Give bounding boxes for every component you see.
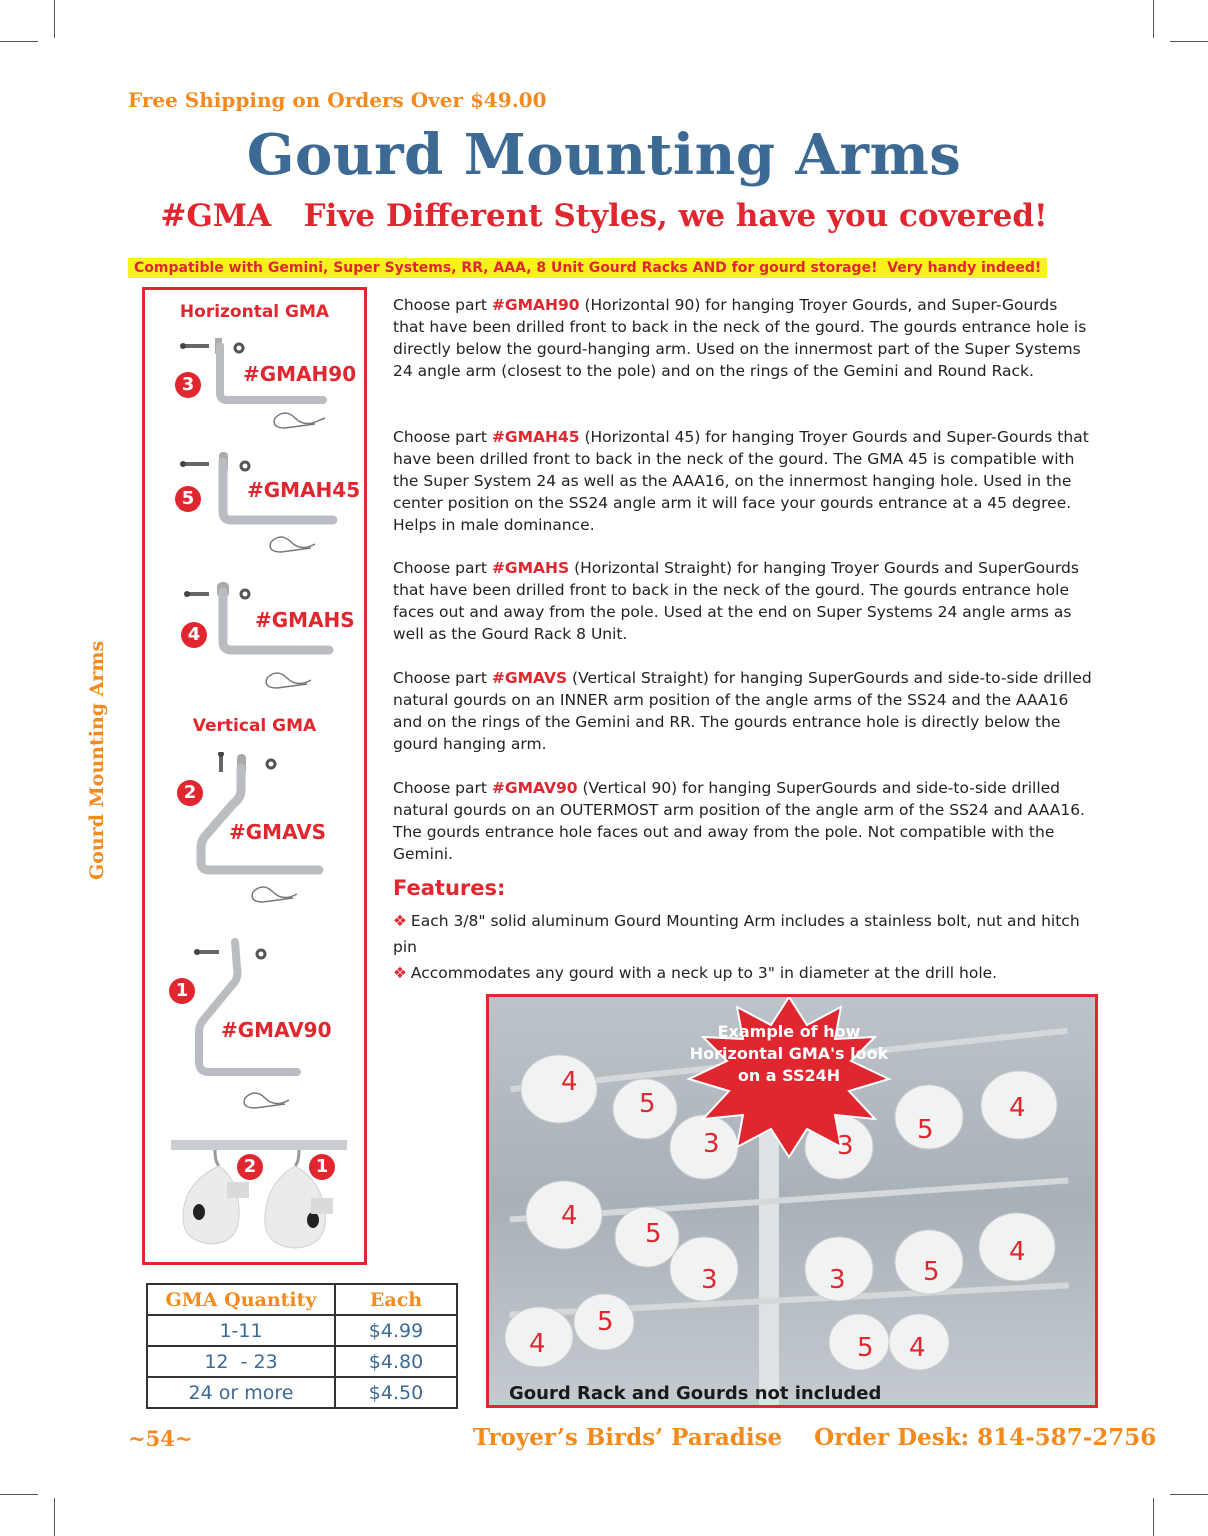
gourd-number: 5 xyxy=(917,1115,934,1145)
gmah90-code: #GMAH90 xyxy=(243,362,357,386)
table-cell: 24 or more xyxy=(147,1377,335,1408)
gourd-number: 4 xyxy=(1009,1093,1026,1123)
crop-mark xyxy=(54,1498,55,1536)
gmav90-code: #GMAV90 xyxy=(221,1018,332,1042)
gmah45-badge: 5 xyxy=(175,486,201,512)
gourd-number: 5 xyxy=(597,1307,614,1337)
gourd-number: 3 xyxy=(703,1129,720,1159)
gourd-number: 3 xyxy=(829,1265,846,1295)
gourd-number: 5 xyxy=(645,1219,662,1249)
table-row xyxy=(147,1315,457,1346)
crop-mark xyxy=(1170,1494,1208,1495)
table-cell: $4.50 xyxy=(335,1377,457,1408)
table-cell: 1-11 xyxy=(147,1315,335,1346)
gourd-number: 5 xyxy=(857,1333,874,1363)
table-cell: $4.80 xyxy=(335,1346,457,1377)
crop-mark xyxy=(0,41,38,42)
example-badge-1: 1 xyxy=(309,1154,335,1180)
code-gmavs: #GMAVS xyxy=(491,669,568,687)
price-table xyxy=(146,1283,458,1409)
table-header: GMA Quantity xyxy=(147,1284,335,1315)
vertical-gma-label: Vertical GMA xyxy=(192,716,317,736)
gourd-number: 5 xyxy=(923,1257,940,1287)
table-row xyxy=(147,1346,457,1377)
page-subtitle: #GMA Five Different Styles, we have you covered! xyxy=(160,198,1048,234)
order-desk-phone: Order Desk: 814-587-2756 xyxy=(814,1424,1157,1451)
compatibility-banner: Compatible with Gemini, Super Systems, RR, AAA, 8 Unit Gourd Racks AND for gourd storage! Very handy indeed! xyxy=(128,258,1047,278)
description-gmav90: Choose part #GMAV90 (Vertical 90) for hanging SuperGourds and side-to-side drilled natural gourds on an OUTERMOST arm position of the angle arm of the SS24 and AAA16. The gourds entrance hole faces out and away from the pole. Not compatible with the Gemini. xyxy=(393,779,1085,863)
page-number: ~54~ xyxy=(128,1426,193,1451)
code-gmah90: #GMAH90 xyxy=(491,296,580,314)
description-gmavs: Choose part #GMAVS (Vertical Straight) for hanging SuperGourds and side-to-side drilled natural gourds on an INNER arm position of the angle arms of the SS24 and the AAA16 and on the rings of the Gemini and RR. The gourds entrance hole is directly below the gourd hanging arm. xyxy=(393,669,1092,753)
code-gmav90: #GMAV90 xyxy=(491,779,578,797)
free-shipping-notice: Free Shipping on Orders Over $49.00 xyxy=(128,88,547,112)
feature-item: ❖ Each 3/8" solid aluminum Gourd Mounting Arm includes a stainless bolt, nut and hitch pin xyxy=(393,912,1080,956)
features-heading: Features: xyxy=(393,876,506,900)
footer-company xyxy=(473,1424,1156,1451)
gourd-number: 4 xyxy=(1009,1237,1026,1267)
gmah90-badge: 3 xyxy=(175,372,201,398)
crop-mark xyxy=(1153,1498,1154,1536)
gmav90-badge: 1 xyxy=(169,978,195,1004)
diamond-bullet-icon: ❖ xyxy=(393,912,407,930)
example-burst-text: Example of how Horizontal GMA's look on a SS24H xyxy=(689,1022,889,1085)
crop-mark xyxy=(54,0,55,38)
table-header-row xyxy=(147,1284,457,1315)
gourd-number: 3 xyxy=(837,1131,854,1161)
table-cell: $4.99 xyxy=(335,1315,457,1346)
example-photo xyxy=(486,994,1098,1408)
description-gmah45: Choose part #GMAH45 (Horizontal 45) for hanging Troyer Gourds and Super-Gourds that have been drilled front to back in the neck of the gourd. The GMA 45 is compatible with the Super System 24 as well as the AAA16, on the innermost hanging hole. Used in the center position on the SS24 angle arm it will face your gourds entrance at a 45 degree. Helps in male dominance. xyxy=(393,428,1089,534)
product-panel xyxy=(142,287,367,1265)
gmahs-code: #GMAHS xyxy=(255,608,355,632)
gmavs-badge: 2 xyxy=(177,780,203,806)
gourd-number: 4 xyxy=(561,1201,578,1231)
gmavs-code: #GMAVS xyxy=(229,820,327,844)
gmahs-badge: 4 xyxy=(181,622,207,648)
gourd-number: 4 xyxy=(909,1333,926,1363)
company-name: Troyer’s Birds’ Paradise xyxy=(473,1424,783,1451)
diamond-bullet-icon: ❖ xyxy=(393,964,407,982)
table-header: Each xyxy=(335,1284,457,1315)
description-gmah90: Choose part #GMAH90 (Horizontal 90) for hanging Troyer Gourds, and Super-Gourds that have been drilled front to back in the neck of the gourd. The gourds entrance hole is directly below the gourd-hanging arm. Used on the innermost part of the Super Systems 24 angle arm (closest to the pole) and on the rings of the Gemini and Round Rack. xyxy=(393,296,1087,380)
table-row xyxy=(147,1377,457,1408)
example-badge-2: 2 xyxy=(237,1154,263,1180)
gourd-number: 4 xyxy=(561,1067,578,1097)
crop-mark xyxy=(1170,41,1208,42)
gourd-number: 5 xyxy=(639,1089,656,1119)
side-section-label: Gourd Mounting Arms xyxy=(86,640,108,880)
gmah45-code: #GMAH45 xyxy=(247,478,361,502)
page-title: Gourd Mounting Arms xyxy=(246,122,962,188)
gourd-number: 4 xyxy=(529,1329,546,1359)
code-gmah45: #GMAH45 xyxy=(491,428,580,446)
horizontal-gma-label: Horizontal GMA xyxy=(179,302,330,322)
crop-mark xyxy=(0,1494,38,1495)
gourd-number: 3 xyxy=(701,1265,718,1295)
feature-item: ❖ Accommodates any gourd with a neck up to 3" in diameter at the drill hole. xyxy=(393,964,998,982)
code-gmahs: #GMAHS xyxy=(491,559,570,577)
table-cell: 12 - 23 xyxy=(147,1346,335,1377)
description-gmahs: Choose part #GMAHS (Horizontal Straight) for hanging Troyer Gourds and SuperGourds that have been drilled front to back in the neck of the gourd. The gourds entrance hole faces out and away from the pole. Used at the end on Super Systems 24 angle arms as well as the Gourd Rack 8 Unit. xyxy=(393,559,1079,643)
crop-mark xyxy=(1153,0,1154,38)
photo-caption: Gourd Rack and Gourds not included xyxy=(509,1383,882,1404)
